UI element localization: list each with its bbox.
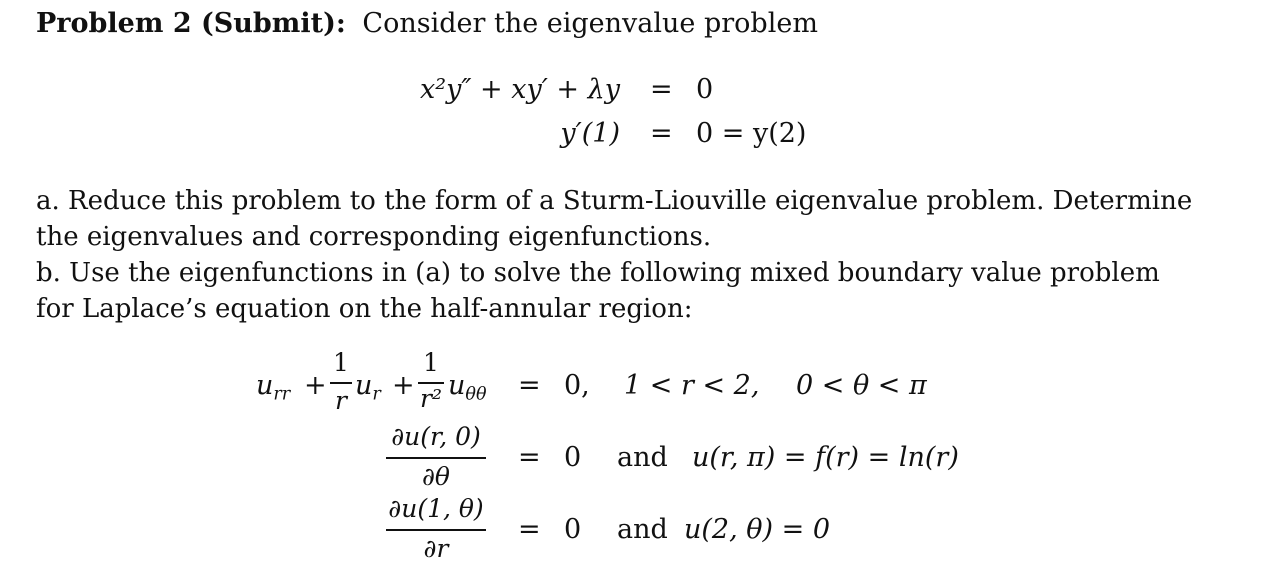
frac2-den: r² <box>420 384 442 413</box>
frac1-num: 1 <box>333 348 349 377</box>
term-urr-base: u <box>256 370 274 401</box>
term-utt-base: u <box>448 370 466 401</box>
row2-den: ∂θ <box>422 462 450 491</box>
row2-num: ∂u(r, 0) <box>391 422 481 451</box>
term-utt <box>448 370 487 404</box>
row2-rhs: 0 <box>564 442 582 473</box>
row2-and: and <box>617 442 668 473</box>
eq1-rel: = <box>650 74 673 105</box>
eq1-rhs: 0 <box>696 74 714 105</box>
eq2-lhs: y′(1) <box>560 118 620 149</box>
row3-rel: = <box>518 514 541 545</box>
term-ur-base: u <box>355 370 373 401</box>
row3-num: ∂u(1, θ) <box>388 494 484 523</box>
row3-rhs: 0 <box>564 514 582 545</box>
frac2-num: 1 <box>423 348 439 377</box>
row1-rel: = <box>518 370 541 401</box>
row1-cond-theta: 0 < θ < π <box>796 370 927 401</box>
term-ur <box>355 370 381 404</box>
row2-cond: u(r, π) = f(r) = ln(r) <box>692 442 959 473</box>
problem-heading-line <box>36 8 818 39</box>
row1-cond-r: 1 < r < 2, <box>624 370 760 401</box>
row3-den: ∂r <box>423 534 449 563</box>
problem-heading: Problem 2 (Submit): <box>36 8 346 39</box>
term-utt-sub: θθ <box>465 384 487 405</box>
eq1-lhs: x²y″ + xy′ + λy <box>420 74 620 105</box>
part-a-text: a. Reduce this problem to the form of a Sturm-Liouville eigenvalue problem. Determine the eigenvalues and corresponding eigenfunctions. <box>36 186 1193 252</box>
plus-1: + <box>304 370 327 401</box>
part-b-text: b. Use the eigenfunctions in (a) to solve the following mixed boundary value problem for Laplace’s equation on the half-annular region: <box>36 258 1160 324</box>
eq2-rel: = <box>650 118 673 149</box>
row3-cond: u(2, θ) = 0 <box>684 514 831 545</box>
term-urr <box>256 370 290 404</box>
frac1-den: r <box>335 386 347 415</box>
row2-bar <box>386 457 486 459</box>
term-urr-sub: rr <box>273 384 291 405</box>
row1-rhs: 0, <box>564 370 590 401</box>
eq2-rhs: 0 = y(2) <box>696 118 807 149</box>
row2-rel: = <box>518 442 541 473</box>
row3-and: and <box>617 514 668 545</box>
frac1-bar <box>330 382 352 384</box>
plus-2: + <box>392 370 415 401</box>
problem-intro: Consider the eigenvalue problem <box>362 8 818 39</box>
row3-bar <box>386 529 486 531</box>
term-ur-sub: r <box>372 384 381 405</box>
